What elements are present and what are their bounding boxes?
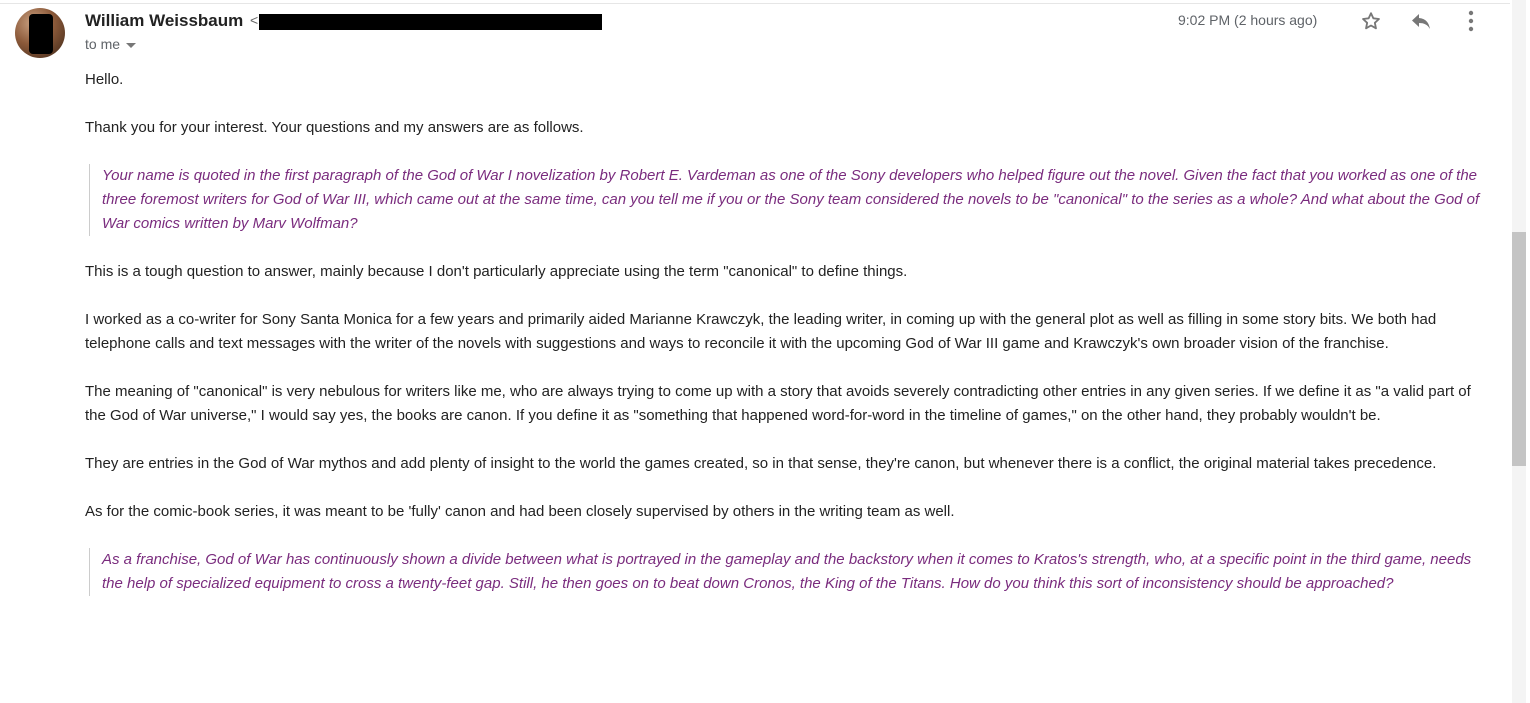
- more-options-button[interactable]: [1458, 8, 1484, 34]
- avatar[interactable]: [15, 8, 65, 58]
- divider: [0, 3, 1510, 4]
- timestamp: 9:02 PM (2 hours ago): [1178, 12, 1318, 28]
- scrollbar-thumb[interactable]: [1512, 232, 1526, 466]
- message-body: [85, 68, 1485, 620]
- answer-paragraph: The meaning of "canonical" is very nebulous for writers like me, who are always trying to come up with a story that avoids severely contradicting other entries in any given series. If we define it as "a valid part of the God of War universe," I would say yes, the books are canon. If you define it as "something that happened word-for-word in the timeline of games," on the other hand, they probably wouldn't be.: [85, 383, 1471, 424]
- reply-icon: [1409, 10, 1433, 32]
- quoted-question: Your name is quoted in the first paragraph of the God of War I novelization by Robert E. Vardeman as one of the Sony developers who helped figure out the novel. Given the fact that you worked as one of the three foremost writers for God of War III, which came out at the same time, can you tell me if you or the Sony team considered the novels to be "canonical" to the series as a whole? And what about the God of War comics written by Marv Wolfman?: [89, 164, 1485, 236]
- greeting: Hello.: [85, 71, 124, 88]
- answer-paragraph: I worked as a co-writer for Sony Santa Monica for a few years and primarily aided Marianne Krawczyk, the leading writer, in coming up with the general plot as well as filling in some story bits. We both had telephone calls and text messages with the writer of the novels with suggestions and ways to reconcile it with the upcoming God of War III game and Krawczyk's own broader vision of the franchise.: [85, 311, 1437, 352]
- recipient-details-toggle[interactable]: [85, 36, 136, 52]
- star-button[interactable]: [1358, 8, 1384, 34]
- recipient-label: to me: [85, 36, 121, 52]
- reply-button[interactable]: [1408, 8, 1434, 34]
- sender-email: <: [250, 12, 259, 28]
- star-icon: [1360, 10, 1382, 32]
- intro-paragraph: Thank you for your interest. Your questions and my answers are as follows.: [85, 119, 584, 136]
- redaction-bar: [29, 14, 53, 54]
- chevron-down-icon: [126, 43, 136, 48]
- answer-paragraph: They are entries in the God of War mythos and add plenty of insight to the world the games created, so in that sense, they're canon, but whenever there is a conflict, the original material takes precedence.: [85, 455, 1437, 472]
- answer-paragraph: As for the comic-book series, it was meant to be 'fully' canon and had been closely supervised by others in the writing team as well.: [85, 503, 955, 520]
- more-vertical-icon: [1468, 10, 1474, 32]
- redaction-bar: [259, 14, 602, 30]
- sender-name[interactable]: William Weissbaum: [85, 11, 244, 30]
- answer-paragraph: This is a tough question to answer, mainly because I don't particularly appreciate using the term "canonical" to define things.: [85, 263, 908, 280]
- quoted-question: As a franchise, God of War has continuously shown a divide between what is portrayed in the gameplay and the backstory when it comes to Kratos's strength, who, at a specific point in the third game, needs the help of specialized equipment to cross a twenty-feet gap. Still, he then goes on to beat down Cronos, the King of the Titans. How do you think this sort of inconsistency should be approached?: [89, 548, 1485, 596]
